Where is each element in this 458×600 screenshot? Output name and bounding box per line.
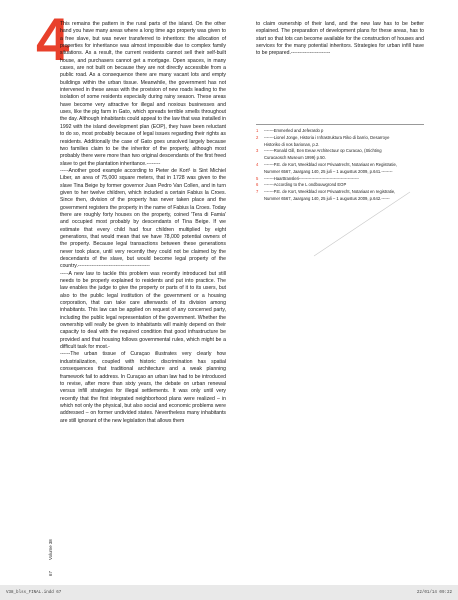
paragraph-2: -----Another good example according to Pieter de Kort¹ is Sint Michiel Liber, an area of 75,000 square meters, that in 1728 was given to the slave Tina Beige by former governor Juan Pedro Van Collen, and in turn given to her twelve children, which included a certain Fabius la Croes. Since then, division of the property has never taken place and the government registers the property in the name of Fabius la Croes. Today there are roughly forty houses on the property, coined 'Tera di Famia' and occupied most probably by descendants of Tina Beige. If we estimate that every child had four children multiplied by eight generations, that would mean that we have 78,000 potential owners of the property. Because legal transactions between these generations never took place, until very recently they could not be claimed by the descendants of the slave, but would become legal property of the country.------------------------------------------ xyxy=(60,167,226,270)
paragraph-4: ------The urban tissue of Curaçao illustrates very clearly how industrialization, coupled with historic discrimination has spatial consequences that traditional architecture and a weak planning framework fail to address. In Curaçao an urban law had to be introduced to revise, after more than sixty years, the debate on urban renewal versus infill strategies for illegal settlements. It was only until very recently that the first integrated neighborhood plans were realized – in which not only the physical, but also social and economic problems were addressed – on former undivided states. Nevertheless many inhabitants are still ignorant of the new legislation that allows them xyxy=(60,351,226,424)
footnote-text: Nummer 6567, Jaargang 140, 25 juli – 1 augustus 2009, p.642.------ xyxy=(264,195,390,201)
footnote-number: 2 xyxy=(256,134,259,140)
footnote-text: -------Haarttransleri------------------------------------------- xyxy=(264,175,359,181)
page-number: 67 xyxy=(48,571,53,576)
footnote-number: 4 xyxy=(256,161,259,167)
footnote xyxy=(256,148,424,155)
footnote-number: 3 xyxy=(256,148,259,154)
footnote-text: Nummer 6567, Jaargang 140, 25 juli – 1 augustus 2009, p.641.-------- xyxy=(264,168,393,174)
footnote-number: 5 xyxy=(256,175,259,181)
footnote xyxy=(256,155,424,162)
footnote-text: -------Lionel Jonge, Historia i Infrastruktura Riko di barrio, Desarroye xyxy=(264,134,390,140)
decorative-diagonal-line xyxy=(310,190,420,260)
footnote-text: Curacaosch Museum 1999) p.50. xyxy=(264,155,326,161)
right-text-column xyxy=(256,21,424,58)
footnote-number xyxy=(256,169,264,176)
footnote-number xyxy=(256,155,264,162)
notes-divider xyxy=(256,124,424,125)
footnote-text: -------P.E. de Kort, Weekblad voor Privaatrecht, Notariaat en Registratie, xyxy=(264,161,397,167)
footnote xyxy=(256,162,424,169)
footnote-text: -------Emmerled and Jeferardo p xyxy=(264,128,324,133)
print-footer xyxy=(0,588,458,600)
footnote-text: -------Ronald Gill, Een Eeuw Architectuur op Curacao, (Stichting xyxy=(264,148,382,154)
paragraph-3: -----A new law to tackle this problem was recently introduced but still needs to be properly explained to residents and put into practice. The law enables the judge to give the property or parts of it to its users, but also to the public legal institution of the government or a housing corporation, that can take care afterwards of its division among inhabitants. This law can be applied on request of any concerned party, including the public legal representation of the government. Whether the ownership will really be given to inhabitants will mainly depend on their capacity to deal with the required condition that good infrastructure be provided and that housing follows governmental rules, which might be a difficult task for most.- xyxy=(60,270,226,351)
paragraph-right: to claim ownership of their land, and the new law has to be better explained. The preparation of development plans for these areas, has to start so that lots can become available for the construction of houses and services for the many potential inheritors. Strategies for urban infill have to be prepared.----------------------- xyxy=(256,21,424,57)
footer-timestamp: 22/01/14 09:22 xyxy=(416,591,452,595)
left-text-column xyxy=(60,21,226,425)
footnote-number xyxy=(256,196,264,203)
footnote xyxy=(256,176,424,183)
footnote xyxy=(256,128,424,135)
footnote xyxy=(256,182,424,189)
footer-file-name: V38_blss_FINAL.indd 67 xyxy=(6,591,62,595)
drop-cap-number: 4 xyxy=(36,6,70,73)
footnote-text: -------P.E. de Kort, Weekblad voor Privaatrecht, Notariaat en registratie, xyxy=(264,189,396,195)
footnote xyxy=(256,142,424,149)
page-side-label xyxy=(46,520,58,580)
footnote-number: 7 xyxy=(256,189,259,195)
footnote-number xyxy=(256,142,264,149)
footnote xyxy=(256,135,424,142)
footnote-text: Historiko di nos barionan, p.2. xyxy=(264,141,320,147)
footnote xyxy=(256,169,424,176)
paragraph-1: This remains the pattern in the rural parts of the island. On the other hand you have many areas where a long time ago property was given to a free slave, but was never transferred to inheritors: the allocation of properties for inheritance was almost impossible due to complex family situations. As a result, the current residents cannot sell their self-built house, and purchasers cannot get a mortgage. Open spaces, in many cases, are not built on because they are not directly accessible from a public road. As a consequence there are many vacant lots and empty buildings within the urban tissue. Meanwhile, the government has not intervened in these areas with the provision of new roads leading to the isolation of some residents especially during rainy season. These areas have become very attractive for illegal and noxious businesses and uses, like the pig farm in Gato, which spreads terrible smells throughout the day. Although inhabitants could appeal to the law that was installed in 1992 with the island development plan (EOP), they have been reluctant to do so, most probably because of legal issues regarding their rights as residents. Additionally the case of Gato goes unsolved largely because two families claim to be the inheritor of the property, although most probably there were more than two original descendants of the first freed slave to get the plantation inheritance.-------- xyxy=(60,21,226,167)
volume-label: Volume 38 xyxy=(48,539,53,560)
footnote-number: 1 xyxy=(256,128,259,133)
footnote-text: -------According to the L ondbouwgrond EOP xyxy=(264,182,347,188)
footnote-number: 6 xyxy=(256,182,259,188)
